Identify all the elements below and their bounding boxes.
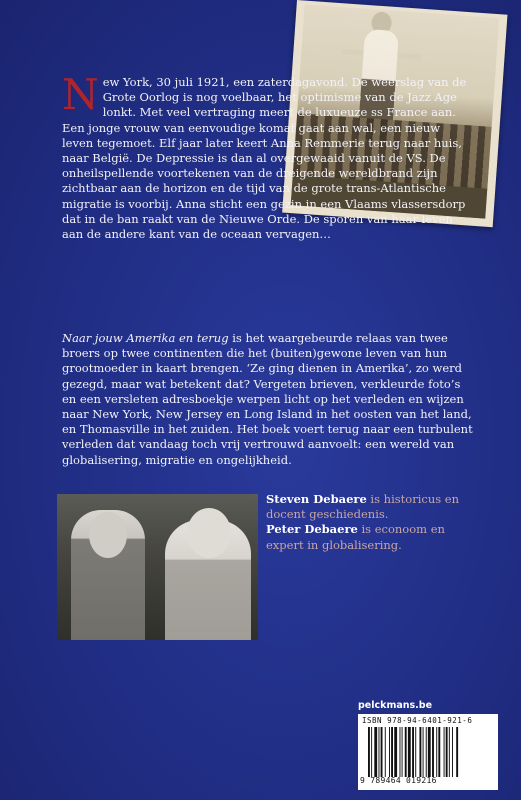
barcode-bar [449,727,450,777]
barcode-bar [419,727,421,777]
barcode-number: 9 789464 019216 [360,776,437,785]
author-bio [266,522,486,552]
barcode-bar [371,727,372,777]
summary-text: is het waargebeurde relaas van twee broers op twee continenten die het (buiten)gewone leven van hun grootmoeder in kaart brengen. ‘Ze ging dienen in Amerika’, zo werd gezegd, maar wat betekent dat? Vergeten brieven, verkleurde foto’s en een versleten adresboekje werpen licht op het verleden en wijzen naar New York, New Jersey en Long Island in het oosten van het land, en Thomasville in het zuiden. Het boek voert terug naar een turbulent verleden dat vandaag toch vrij vertrouwd aanvoelt: een wereld van globalisering, migratie en ongelijkheid. [62,331,473,467]
barcode-bars [368,727,492,777]
barcode-bar [412,727,414,777]
dropcap-letter: N [62,70,99,119]
barcode-bar [438,727,440,777]
barcode-bar [436,727,437,777]
barcode-bar [452,727,453,777]
barcode-bar [391,727,393,777]
book-title-italic: Naar jouw Amerika en terug [62,331,229,345]
summary-paragraph [62,331,474,468]
barcode-bar [446,727,448,777]
barcode-bar [432,727,434,777]
barcode-bar [389,727,390,777]
intro-text: ew York, 30 juli 1921, een zaterdagavond. De weerslag van de Grote Oorlog is nog voelbaar, het optimisme van de Jazz Age lonkt. Met veel vertraging meert de luxueuze ss France aan. Een jonge vrouw van eenvoudige komaf gaat aan wal, een nieuw leven tegemoet. Elf jaar later keert Anna Remmerie terug naar huis, naar België. De Depressie is dan al overgewaaid vanuit de VS. De onheilspellende voortekenen van de dreigende wereldbrand zijn zichtbaar aan de horizon en de tijd van de grote trans-Atlantische migratie is voorbij. Anna sticht een gezin in een Vlaams vlassersdorp dat in de ban raakt van de Nieuwe Orde. De sporen van haar leven aan de andere kant van de oceaan vervagen… [62,75,467,242]
author-bios [266,492,486,553]
publisher-url: pelckmans.be [358,700,433,711]
intro-paragraph [62,70,474,242]
author-bio [266,492,486,522]
barcode-bar [405,727,407,777]
author-description: is historicus en docent geschiedenis. [266,492,459,522]
barcode-bar [374,727,377,777]
barcode-bar [379,727,380,777]
barcode-bar [423,727,424,777]
author-description: is econoom en expert in globalisering. [266,522,445,552]
barcode-bar [408,727,411,777]
author-name: Steven Debaere [266,492,367,506]
barcode-bar [385,727,386,777]
barcode-bar [428,727,431,777]
barcode-bar [456,727,458,777]
author-head-right [187,508,231,558]
barcode-bar [402,727,403,777]
barcode-bar [381,727,383,777]
isbn-label: ISBN 978-94-6401-921-6 [362,716,473,725]
isbn-barcode [358,714,498,790]
barcode-bar [444,727,445,777]
authors-photo [57,494,258,640]
barcode-bar [394,727,397,777]
barcode-bar [426,727,427,777]
author-head-left [89,512,127,558]
barcode-bar [368,727,370,777]
barcode-bar [400,727,401,777]
author-name: Peter Debaere [266,522,358,537]
barcode-bar [415,727,416,777]
